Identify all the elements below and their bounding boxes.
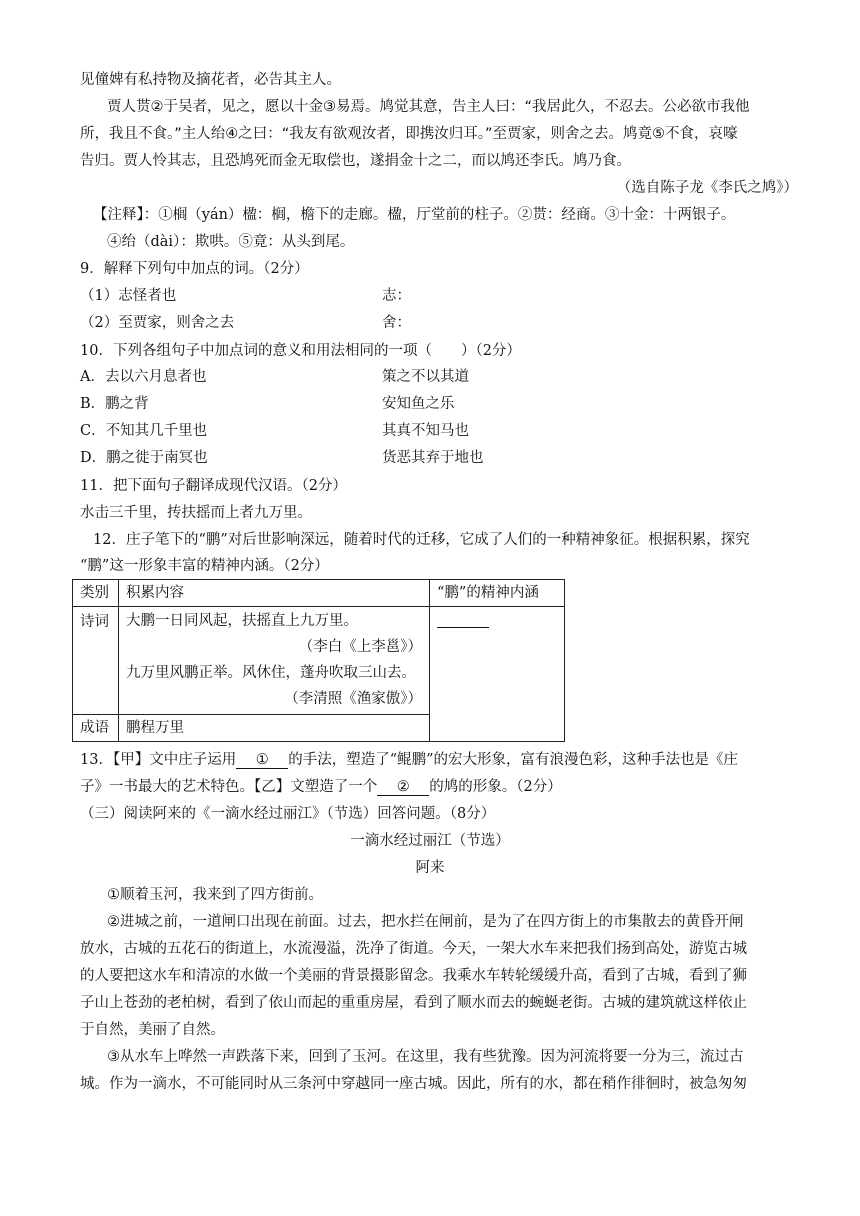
row-content	[119, 607, 430, 715]
question-9: 9．解释下列句中加点的词。（2分）	[80, 261, 309, 277]
q13-blank-2[interactable]: ②	[377, 779, 429, 796]
poem-line: 大鹏一日同风起，扶摇直上九万里。	[126, 613, 358, 629]
q9-item-2: （2）至贾家，则舍之去	[80, 315, 235, 331]
question-13-line2	[80, 777, 562, 797]
article-author: 阿来	[415, 860, 445, 876]
question-11: 11．把下面句子翻译成现代汉语。（2分）	[80, 478, 347, 494]
poem-line: 九万里风鹏正举。风休住，蓬舟吹取三山去。	[126, 665, 416, 681]
article-paragraph-line: 城。作为一滴水，不可能同时从三条河中穿越同一座古城。因此，所有的水，都在稍作徘徊时，被急匆匆	[80, 1076, 747, 1092]
question-10: 10．下列各组句子中加点词的意义和用法相同的一项（ ）（2分）	[80, 343, 521, 359]
header-category: 类别	[73, 580, 119, 607]
q13-text: 子》一书最大的艺术特色。【乙】文塑造了一个	[80, 779, 378, 795]
question-12-line2: “鹏”这一形象丰富的精神内涵。（2分）	[80, 558, 329, 574]
q13-text: 的鸠的形象。（2分）	[429, 779, 562, 795]
article-paragraph: ②进城之前，一道闸口出现在前面。过去，把水拦在闸前，是为了在四方街上的市集散去的黄昏开闸	[107, 914, 744, 930]
section-3-heading: （三）阅读阿来的《一滴水经过丽江》（节选）回答问题。（8分）	[80, 806, 496, 822]
article-paragraph-line: 放水，古城的五花石的街道上，水流漫溢，洗净了街道。今天，一架大水车来把我们扬到高处，游览古城	[80, 941, 747, 957]
header-content: 积累内容	[119, 580, 430, 607]
meaning-answer-cell	[430, 607, 565, 742]
q11-sentence: 水击三千里，抟扶摇而上者九万里。	[80, 505, 312, 521]
q9-answer-1: 志：	[382, 288, 411, 304]
q10-option-b-compare: 安知鱼之乐	[382, 396, 455, 412]
row-category: 诗词	[73, 607, 119, 715]
q9-item-1: （1）志怪者也	[80, 288, 177, 304]
q13-text: 的手法，塑造了“鲲鹏”的宏大形象，富有浪漫色彩，这种手法也是《庄	[288, 752, 739, 768]
note-line: 【注释】：①榈（yán）楹：榈，檐下的走廊。楹，厅堂前的柱子。②贳：经商。③十金：十两银子。	[93, 207, 736, 223]
story-paragraph-line: 贾人贳②于吴者，见之，愿以十金③易焉。鸠觉其意，告主人曰：“我居此久，不忍去。公必欲市我他	[107, 99, 750, 115]
table-header-row	[73, 580, 565, 607]
article-paragraph-line: 于自然，美丽了自然。	[80, 1022, 225, 1038]
q10-option-c: C．不知其几千里也	[80, 423, 208, 439]
q10-option-b: B．鹏之背	[80, 396, 149, 412]
question-12: 12．庄子笔下的“鹏”对后世影响深远，随着时代的迁移，它成了人们的一种精神象征。根据积累，探究	[93, 532, 750, 548]
poem-source: （李白《上李邕》）	[298, 639, 422, 655]
q9-answer-2: 舍：	[382, 315, 411, 331]
table-row	[73, 607, 565, 715]
article-paragraph: ①顺着玉河，我来到了四方街前。	[107, 887, 323, 903]
accumulation-table	[72, 579, 565, 742]
q10-option-a: A．去以六月息者也	[80, 369, 207, 385]
q10-option-d-compare: 货恶其弃于地也	[382, 450, 484, 466]
note-line: ④绐（dài）：欺哄。⑤竟：从头到尾。	[107, 234, 355, 250]
header-meaning: “鹏”的精神内涵	[430, 580, 565, 607]
q10-option-a-compare: 策之不以其道	[382, 369, 469, 385]
q10-option-d: D．鹏之徙于南冥也	[80, 450, 208, 466]
article-paragraph-line: 子山上苍劲的老柏树，看到了依山而起的重重房屋，看到了顺水而去的蜿蜒老街。古城的建筑就这样依止	[80, 995, 747, 1011]
article-title: 一滴水经过丽江（节选）	[350, 833, 510, 849]
article-paragraph: ③从水车上哗然一声跌落下来，回到了玉河。在这里，我有些犹豫。因为河流将要一分为三，流过古	[107, 1049, 744, 1065]
q10-option-c-compare: 其真不知马也	[382, 423, 469, 439]
story-line-top: 见僮婢有私持物及摘花者，必告其主人。	[80, 72, 341, 88]
q13-blank-1[interactable]: ①	[236, 752, 288, 769]
answer-blank[interactable]	[437, 613, 489, 628]
row-content: 鹏程万里	[119, 715, 430, 742]
article-paragraph-line: 的人要把这水车和清凉的水做一个美丽的背景摄影留念。我乘水车转轮缓缓升高，看到了古城，看到了狮	[80, 968, 747, 984]
poem-source: （李清照《渔家傲》）	[284, 691, 422, 707]
row-category: 成语	[73, 715, 119, 742]
story-paragraph-line: 告归。贾人怜其志，且恐鸠死而金无取偿也，遂捐金十之二，而以鸠还李氏。鸠乃食。	[80, 153, 631, 169]
story-source: （选自陈子龙《李氏之鸠》）	[616, 180, 798, 196]
question-13	[80, 750, 738, 770]
story-paragraph-line: 所，我且不食。”主人绐④之曰：“我友有欲观汝者，即携汝归耳。”至贾家，则舍之去。鸠竟⑤不食，哀嚎	[80, 126, 738, 142]
q13-text: 13．【甲】文中庄子运用	[80, 752, 237, 768]
